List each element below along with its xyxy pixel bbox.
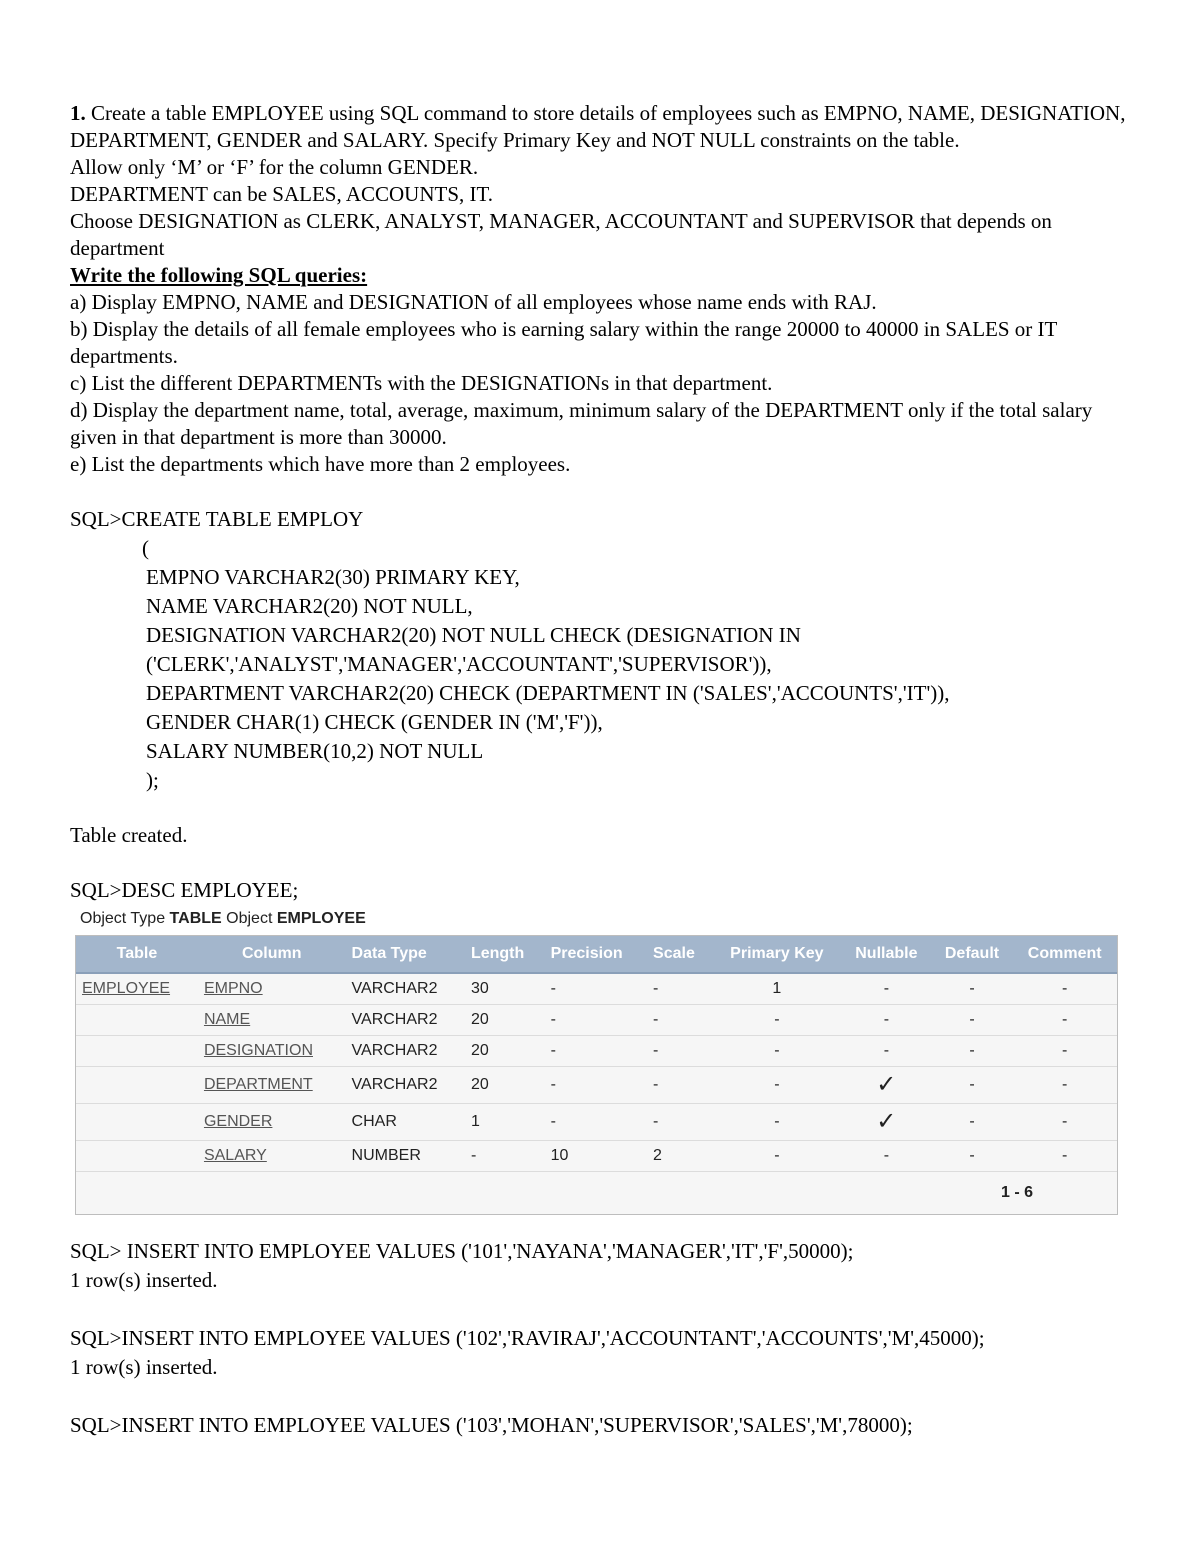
- cell-nullable: [841, 1067, 932, 1104]
- cell-default: -: [932, 1036, 1013, 1067]
- object-header: [80, 909, 1140, 929]
- cell-nullable: -: [841, 1036, 932, 1067]
- insert-command: SQL>INSERT INTO EMPLOYEE VALUES ('103','MOHAN','SUPERVISOR','SALES','M',78000);: [70, 1413, 913, 1437]
- gender-rule: Allow only ‘M’ or ‘F’ for the column GENDER.: [70, 155, 479, 179]
- header-precision: Precision: [545, 936, 647, 973]
- column-link-department[interactable]: DEPARTMENT: [198, 1067, 346, 1104]
- cell-data-type: VARCHAR2: [346, 973, 465, 1005]
- cell-table: [76, 1036, 198, 1067]
- document-page: [70, 100, 1140, 1440]
- object-value: EMPLOYEE: [276, 910, 366, 927]
- cell-table: [76, 1005, 198, 1036]
- check-icon: ✓: [876, 1071, 897, 1098]
- header-scale: Scale: [647, 936, 713, 973]
- cell-length: 30: [465, 973, 545, 1005]
- object-type-label: Object Type: [80, 910, 166, 927]
- cell-default: -: [932, 973, 1013, 1005]
- question-intro: [70, 100, 1140, 154]
- object-label: Object: [226, 910, 273, 927]
- header-nullable: Nullable: [841, 936, 932, 973]
- pagination-row: [76, 1172, 1117, 1215]
- cell-data-type: VARCHAR2: [346, 1005, 465, 1036]
- cell-precision: -: [545, 1005, 647, 1036]
- desc-header-row: [76, 936, 1117, 973]
- cell-scale: -: [647, 1067, 713, 1104]
- cell-length: 20: [465, 1005, 545, 1036]
- cell-scale: -: [647, 1104, 713, 1141]
- cell-default: -: [932, 1141, 1013, 1172]
- cell-length: 20: [465, 1067, 545, 1104]
- cell-scale: -: [647, 1036, 713, 1067]
- create-sql-first: SQL>CREATE TABLE EMPLOY: [70, 507, 364, 531]
- query-a: a) Display EMPNO, NAME and DESIGNATION of all employees whose name ends with RAJ.: [70, 290, 877, 314]
- cell-primary-key: -: [713, 1067, 841, 1104]
- cell-length: -: [465, 1141, 545, 1172]
- column-link-empno[interactable]: EMPNO: [198, 973, 346, 1005]
- column-link-salary[interactable]: SALARY: [198, 1141, 346, 1172]
- header-primary-key: Primary Key: [713, 936, 841, 973]
- cell-data-type: NUMBER: [346, 1141, 465, 1172]
- desc-table-container: [75, 935, 1118, 1215]
- header-data-type: Data Type: [346, 936, 465, 973]
- table-created-result: Table created.: [70, 823, 188, 847]
- cell-primary-key: -: [713, 1141, 841, 1172]
- cell-primary-key: 1: [713, 973, 841, 1005]
- cell-comment: -: [1012, 1036, 1117, 1067]
- cell-primary-key: -: [713, 1036, 841, 1067]
- header-table: Table: [76, 936, 198, 973]
- desc-table: [76, 936, 1117, 1214]
- designation-rule: Choose DESIGNATION as CLERK, ANALYST, MANAGER, ACCOUNTANT and SUPERVISOR that depends on department: [70, 209, 1058, 260]
- create-sql-line: DEPARTMENT VARCHAR2(20) CHECK (DEPARTMENT IN ('SALES','ACCOUNTS','IT')),: [146, 681, 950, 705]
- column-link-name[interactable]: NAME: [198, 1005, 346, 1036]
- cell-primary-key: -: [713, 1104, 841, 1141]
- cell-nullable: [841, 1104, 932, 1141]
- cell-precision: -: [545, 973, 647, 1005]
- cell-nullable: -: [841, 1005, 932, 1036]
- header-default: Default: [932, 936, 1013, 973]
- cell-comment: -: [1012, 1141, 1117, 1172]
- cell-data-type: VARCHAR2: [346, 1067, 465, 1104]
- table-row: [76, 1067, 1117, 1104]
- create-sql-line: ('CLERK','ANALYST','MANAGER','ACCOUNTANT','SUPERVISOR')),: [146, 652, 772, 676]
- query-b: b) Display the details of all female employees who is earning salary within the range 20000 to 40000 in SALES or IT departments.: [70, 317, 1063, 368]
- cell-length: 20: [465, 1036, 545, 1067]
- cell-scale: -: [647, 973, 713, 1005]
- insert-command: SQL> INSERT INTO EMPLOYEE VALUES ('101','NAYANA','MANAGER','IT','F',50000);: [70, 1239, 854, 1263]
- object-type-value: TABLE: [169, 910, 222, 927]
- header-column: Column: [198, 936, 346, 973]
- query-c: c) List the different DEPARTMENTs with the DESIGNATIONs in that department.: [70, 371, 773, 395]
- table-row: [76, 1104, 1117, 1141]
- cell-data-type: VARCHAR2: [346, 1036, 465, 1067]
- create-sql-line: );: [146, 768, 159, 792]
- desc-command: SQL>DESC EMPLOYEE;: [70, 878, 299, 902]
- cell-comment: -: [1012, 1005, 1117, 1036]
- cell-default: -: [932, 1005, 1013, 1036]
- create-sql-line: DESIGNATION VARCHAR2(20) NOT NULL CHECK (DESIGNATION IN: [146, 623, 801, 647]
- column-link-gender[interactable]: GENDER: [198, 1104, 346, 1141]
- header-length: Length: [465, 936, 545, 973]
- insert-result: 1 row(s) inserted.: [70, 1355, 218, 1379]
- table-row: [76, 1141, 1117, 1172]
- table-name-link[interactable]: EMPLOYEE: [76, 973, 198, 1005]
- column-link-designation[interactable]: DESIGNATION: [198, 1036, 346, 1067]
- table-row: [76, 1005, 1117, 1036]
- cell-nullable: -: [841, 973, 932, 1005]
- query-d: d) Display the department name, total, average, maximum, minimum salary of the DEPARTMENT only if the total salary given in that department is more than 30000.: [70, 398, 1098, 449]
- cell-precision: -: [545, 1067, 647, 1104]
- question-intro-text: Create a table EMPLOYEE using SQL command to store details of employees such as EMPNO, NAME, DESIGNATION, DEPARTMENT, GENDER and SALARY. Specify Primary Key and NOT NULL constraints on the table.: [70, 101, 1131, 152]
- create-sql-line: GENDER CHAR(1) CHECK (GENDER IN ('M','F')),: [146, 710, 603, 734]
- cell-primary-key: -: [713, 1005, 841, 1036]
- department-rule: DEPARTMENT can be SALES, ACCOUNTS, IT.: [70, 182, 494, 206]
- create-sql-open: (: [142, 536, 149, 560]
- cell-scale: -: [647, 1005, 713, 1036]
- cell-precision: -: [545, 1036, 647, 1067]
- create-sql-line: EMPNO VARCHAR2(30) PRIMARY KEY,: [146, 565, 520, 589]
- cell-comment: -: [1012, 1104, 1117, 1141]
- cell-nullable: -: [841, 1141, 932, 1172]
- cell-scale: 2: [647, 1141, 713, 1172]
- cell-default: -: [932, 1104, 1013, 1141]
- insert-command: SQL>INSERT INTO EMPLOYEE VALUES ('102','RAVIRAJ','ACCOUNTANT','ACCOUNTS','M',45000);: [70, 1326, 985, 1350]
- cell-table: [76, 1141, 198, 1172]
- create-sql-line: SALARY NUMBER(10,2) NOT NULL: [146, 739, 484, 763]
- cell-comment: -: [1012, 1067, 1117, 1104]
- insert-result: 1 row(s) inserted.: [70, 1268, 218, 1292]
- table-row: [76, 1036, 1117, 1067]
- table-row: [76, 973, 1117, 1005]
- check-icon: ✓: [876, 1108, 897, 1135]
- cell-comment: -: [1012, 973, 1117, 1005]
- header-comment: Comment: [1012, 936, 1117, 973]
- create-sql-line: NAME VARCHAR2(20) NOT NULL,: [146, 594, 473, 618]
- cell-length: 1: [465, 1104, 545, 1141]
- cell-default: -: [932, 1067, 1013, 1104]
- cell-table: [76, 1104, 198, 1141]
- row-range: 1 - 6: [76, 1172, 1117, 1215]
- cell-precision: -: [545, 1104, 647, 1141]
- query-e: e) List the departments which have more than 2 employees.: [70, 452, 571, 476]
- question-number: 1.: [70, 101, 86, 125]
- queries-heading: Write the following SQL queries:: [70, 263, 368, 287]
- cell-table: [76, 1067, 198, 1104]
- cell-precision: 10: [545, 1141, 647, 1172]
- cell-data-type: CHAR: [346, 1104, 465, 1141]
